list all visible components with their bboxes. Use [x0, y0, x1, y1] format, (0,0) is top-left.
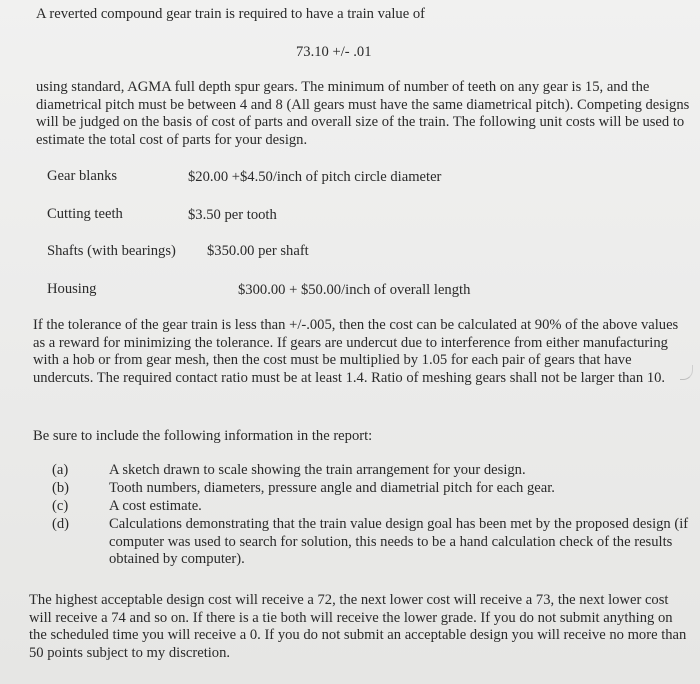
list-item-label: (b) [52, 480, 70, 496]
cost-price-cutting-teeth: $3.50 per tooth [188, 207, 277, 223]
cost-item-housing: Housing [47, 281, 97, 297]
cost-price-housing: $300.00 + $50.00/inch of overall length [238, 282, 471, 298]
list-item-text: A cost estimate. [109, 498, 202, 514]
list-item-text: Tooth numbers, diameters, pressure angle and diametrial pitch for each gear. [109, 480, 555, 496]
cost-price-gear-blanks: $20.00 +$4.50/inch of pitch circle diameter [188, 169, 442, 185]
report-intro: Be sure to include the following information in the report: [33, 428, 373, 444]
list-item-text: A sketch drawn to scale showing the train arrangement for your design. [109, 462, 526, 478]
list-item-label: (d) [52, 516, 70, 532]
cost-item-cutting-teeth: Cutting teeth [47, 206, 123, 222]
list-item [52, 516, 692, 572]
list-item [52, 480, 692, 498]
tolerance-paragraph: If the tolerance of the gear train is less than +/-.005, then the cost can be calculated at 90% of the above values as a reward for minimizing the tolerance. If gears are undercut due to interference from either manufacturing with a hob or from gear mesh, then the cost must be multiplied by 1.05 for each pair of gears that have undercuts. The required contact ratio must be at least 1.4. Ratio of meshing gears shall not be larger than 10. [33, 317, 679, 386]
cost-item-gear-blanks: Gear blanks [47, 168, 118, 184]
page-curl-mark [680, 365, 693, 380]
list-item-text: Calculations demonstrating that the train value design goal has been met by the proposed design (if computer was used to search for solution, this needs to be a hand calculation check of the results obtained by computer). [109, 516, 689, 568]
list-item-label: (a) [52, 462, 69, 478]
train-value: 73.10 +/- .01 [296, 44, 372, 60]
intro-text: A reverted compound gear train is required to have a train value of [36, 6, 426, 22]
list-item [52, 498, 692, 516]
grading-paragraph: The highest acceptable design cost will receive a 72, the next lower cost will receive a 73, the next lower cost will receive a 74 and so on. If there is a tie both will receive the lower grade. If you do not submit anything on the scheduled time you will receive a 0. If you do not submit an acceptable design you will receive no more than 50 points subject to my discretion. [29, 592, 687, 661]
requirements-paragraph: using standard, AGMA full depth spur gears. The minimum of number of teeth on any gear is 15, and the diametrical pitch must be between 4 and 8 (All gears must have the same diametrical pitch). Competing designs will be judged on the basis of cost of parts and overall size of the train. The following unit costs will be used to estimate the total cost of parts for your design. [36, 79, 690, 148]
list-item-label: (c) [52, 498, 69, 514]
cost-item-shafts: Shafts (with bearings) [47, 243, 176, 259]
cost-price-shafts: $350.00 per shaft [207, 243, 309, 259]
list-item [52, 462, 692, 480]
